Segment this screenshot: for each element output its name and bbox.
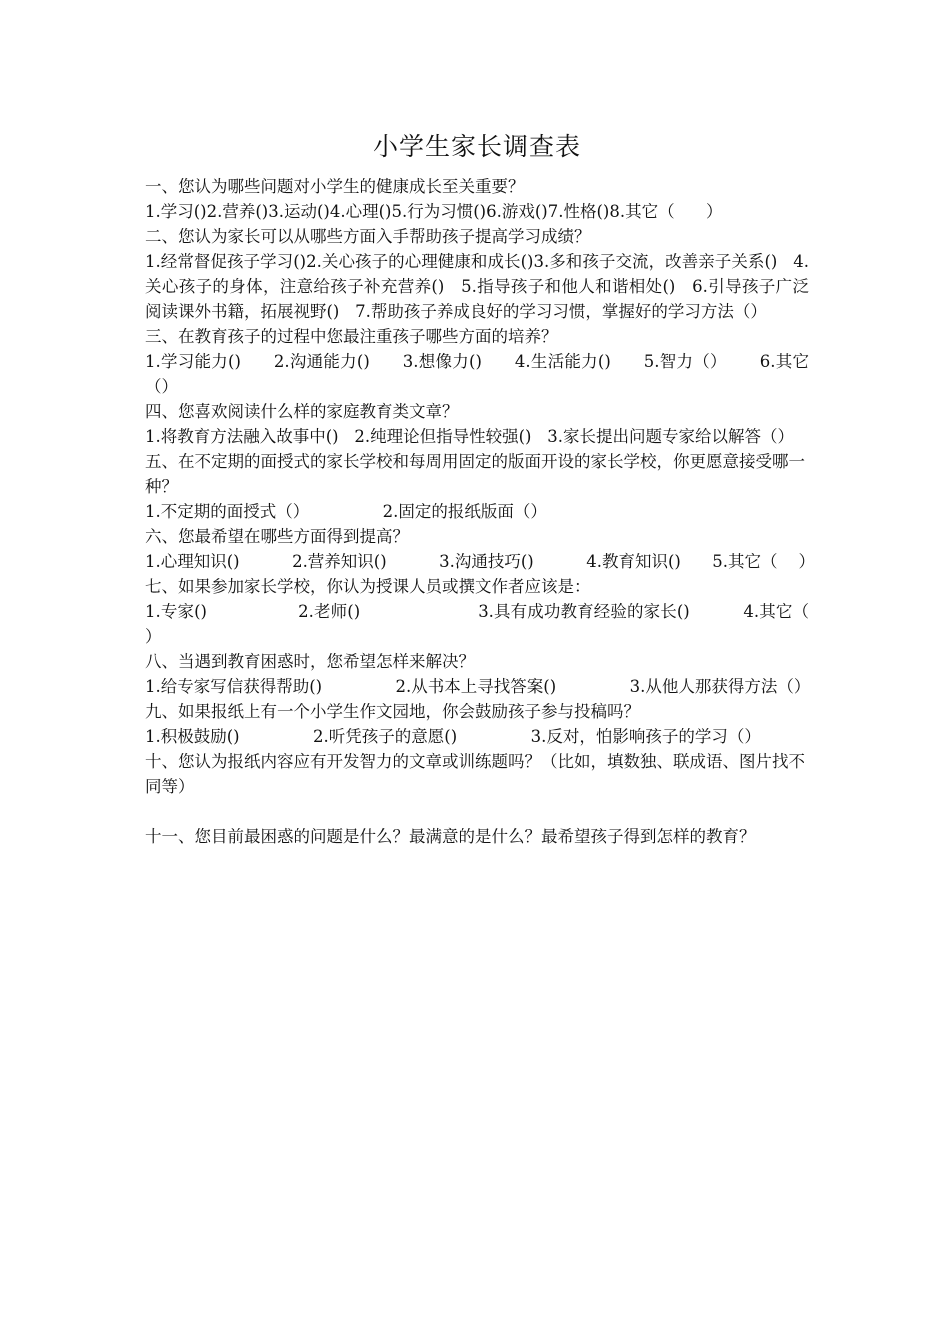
answer-space-10	[145, 799, 809, 824]
survey-document	[145, 130, 841, 849]
answer-options-7: 1.专家() 2.老师() 3.具有成功教育经验的家长() 4.其它（ ）	[145, 602, 841, 646]
answer-options-9: 1.积极鼓励() 2.听凭孩子的意愿() 3.反对，怕影响孩子的学习（）	[145, 727, 761, 746]
question-4: 四、您喜欢阅读什么样的家庭教育类文章？	[145, 402, 459, 421]
answer-options-6: 1.心理知识() 2.营养知识() 3.沟通技巧() 4.教育知识() 5.其它（ ）	[145, 552, 816, 571]
question-8: 八、当遇到教育困惑时，您希望怎样来解决？	[145, 652, 475, 671]
question-1: 一、您认为哪些问题对小学生的健康成长至关重要？	[145, 177, 525, 196]
answer-options-2: 1.经常督促孩子学习()2.关心孩子的心理健康和成长()3.多和孩子交流，改善亲子关系() 4.关心孩子的身体，注意给孩子补充营养() 5.指导孩子和他人和谐相处() 6.引导孩子广泛阅读课外书籍，拓展视野() 7.帮助孩子养成良好的学习习惯，掌握好的学习方法（）	[145, 252, 809, 321]
answer-options-8: 1.给专家写信获得帮助() 2.从书本上寻找答案() 3.从他人那获得方法（）	[145, 677, 811, 696]
answer-options-1: 1.学习()2.营养()3.运动()4.心理()5.行为习惯()6.游戏()7.性格()8.其它（ ）	[145, 202, 723, 221]
question-3: 三、在教育孩子的过程中您最注重孩子哪些方面的培养？	[145, 327, 558, 346]
answer-options-5: 1.不定期的面授式（） 2.固定的报纸版面（）	[145, 502, 547, 521]
question-2: 二、您认为家长可以从哪些方面入手帮助孩子提高学习成绩？	[145, 227, 591, 246]
question-5: 五、在不定期的面授式的家长学校和每周用固定的版面开设的家长学校，你更愿意接受哪一种？	[145, 452, 805, 496]
question-11: 十一、您目前最困惑的问题是什么？最满意的是什么？最希望孩子得到怎样的教育？	[145, 827, 756, 846]
question-6: 六、您最希望在哪些方面得到提高？	[145, 527, 409, 546]
document-title: 小学生家长调查表	[372, 132, 581, 161]
question-9: 九、如果报纸上有一个小学生作文园地，你会鼓励孩子参与投稿吗？	[145, 702, 640, 721]
question-7: 七、如果参加家长学校，你认为授课人员或撰文作者应该是：	[145, 577, 591, 596]
answer-options-3: 1.学习能力() 2.沟通能力() 3.想像力() 4.生活能力() 5.智力（） 6.其它（）	[145, 352, 809, 396]
question-10: 十、您认为报纸内容应有开发智力的文章或训练题吗？（比如，填数独、联成语、图片找不同等）	[145, 752, 805, 796]
answer-options-4: 1.将教育方法融入故事中() 2.纯理论但指导性较强() 3.家长提出问题专家给以解答（）	[145, 427, 794, 446]
